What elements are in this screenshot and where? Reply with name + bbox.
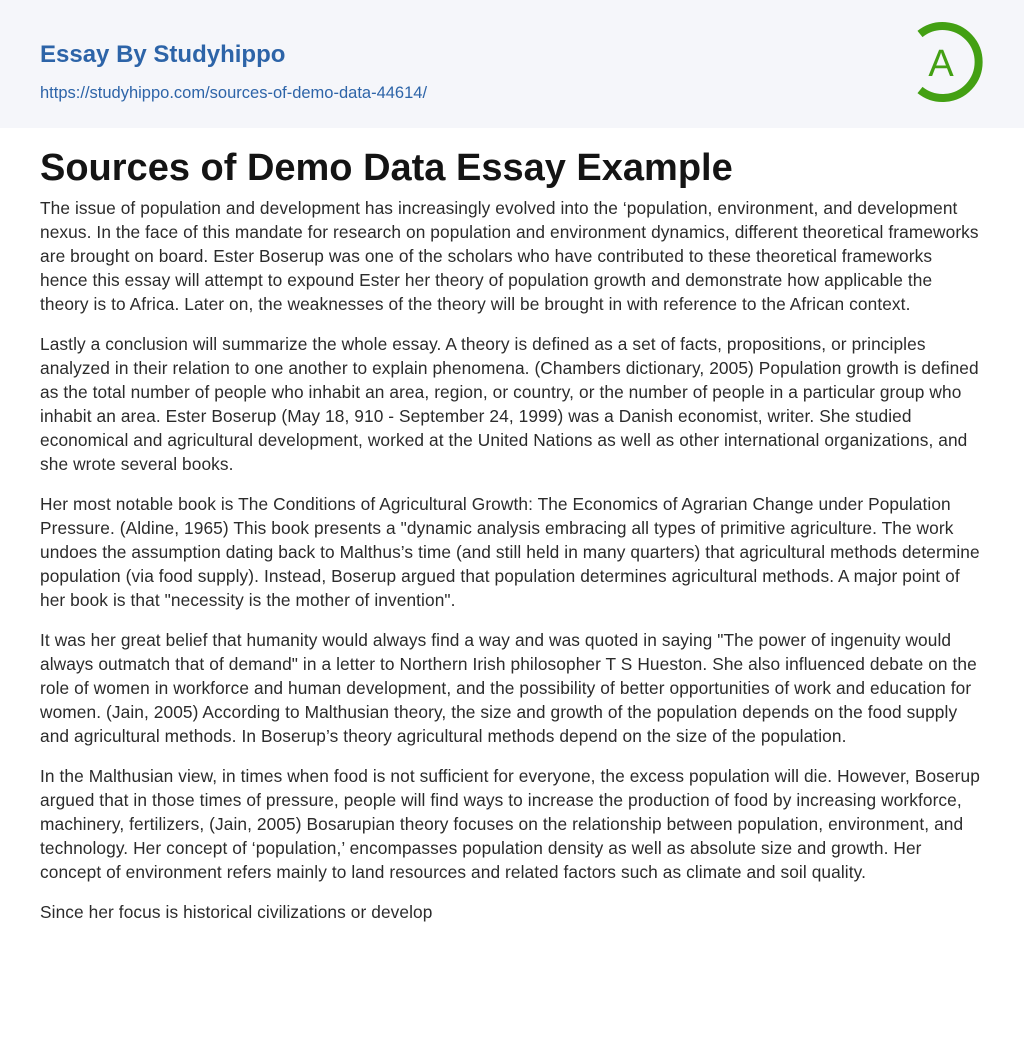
- studyhippo-logo-icon[interactable]: [908, 18, 988, 106]
- article: [0, 146, 1024, 924]
- brand-title: Essay By Studyhippo: [40, 41, 286, 68]
- paragraph: Lastly a conclusion will summarize the whole essay. A theory is defined as a set of facts, propositions, or principles analyzed in their relation to one another to explain phenomena. (Chambers dictionary, 2005) Population growth is defined as the total number of people who inhabit an area, region, or country, or the number of people in a particular group who inhabit an area. Ester Boserup (May 18, 910 - September 24, 1999) was a Danish economist, writer. She studied economical and agricultural development, worked at the United Nations as well as other international organizations, and she wrote several books.: [40, 334, 979, 474]
- paragraph: In the Malthusian view, in times when food is not sufficient for everyone, the excess population will die. However, Boserup argued that in those times of pressure, people will find ways to increase the production of food by increasing workforce, machinery, fertilizers, (Jain, 2005) Bosarupian theory focuses on the relationship between population, environment, and technology. Her concept of ‘population,’ encompasses population density as well as absolute size and growth. Her concept of environment refers mainly to land resources and related factors such as climate and soil quality.: [40, 766, 980, 882]
- paragraph: The issue of population and development has increasingly evolved into the ‘population, environment, and development nexus. In the face of this mandate for research on population and environment dynamics, different theoretical frameworks are brought on board. Ester Boserup was one of the scholars who have contributed to these theoretical frameworks hence this essay will attempt to expound Ester her theory of population growth and demonstrate how applicable the theory is to Africa. Later on, the weaknesses of the theory will be brought in with reference to the African context.: [40, 198, 979, 314]
- logo-letter: A: [928, 43, 954, 85]
- site-header: [0, 0, 1024, 128]
- page-title: Sources of Demo Data Essay Example: [40, 147, 733, 189]
- paragraph: Since her focus is historical civilizations or develop: [40, 902, 433, 922]
- source-url-link[interactable]: https://studyhippo.com/sources-of-demo-data-44614/: [40, 84, 428, 102]
- paragraph: Her most notable book is The Conditions of Agricultural Growth: The Economics of Agrarian Change under Population Pressure. (Aldine, 1965) This book presents a "dynamic analysis embracing all types of primitive agriculture. The work undoes the assumption dating back to Malthus’s time (and still held in many quarters) that agricultural methods determine population (via food supply). Instead, Boserup argued that population determines agricultural methods. A major point of her book is that "necessity is the mother of invention".: [40, 494, 980, 610]
- paragraph: It was her great belief that humanity would always find a way and was quoted in saying "The power of ingenuity would always outmatch that of demand" in a letter to Northern Irish philosopher T S Hueston. She also influenced debate on the role of women in workforce and human development, and the possibility of better opportunities of work and education for women. (Jain, 2005) According to Malthusian theory, the size and growth of the population depends on the food supply and agricultural methods. In Boserup’s theory agricultural methods depend on the size of the population.: [40, 630, 977, 746]
